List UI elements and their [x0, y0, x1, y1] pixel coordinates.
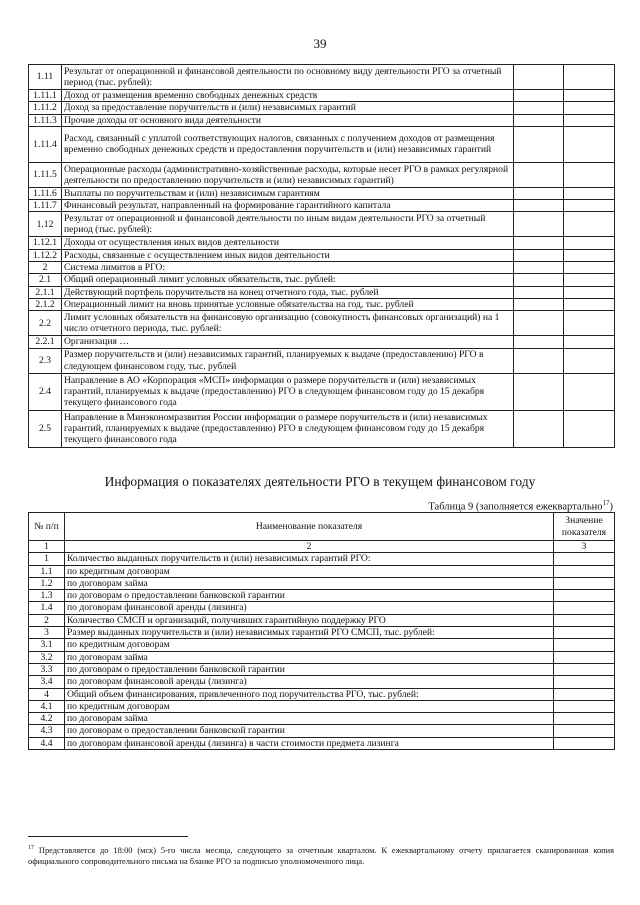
value-cell: [554, 676, 615, 688]
row-label: по договорам займа: [65, 713, 554, 725]
value-cell: [514, 102, 564, 114]
value-cell: [554, 688, 615, 700]
row-number: 1: [29, 553, 65, 565]
row-number: 3.1: [29, 639, 65, 651]
table-row: [29, 348, 615, 373]
row-number: 2.1.2: [29, 298, 62, 310]
row-number: 2.1: [29, 274, 62, 286]
page-number: 39: [313, 36, 327, 51]
value-cell: [564, 262, 615, 274]
value-cell: [554, 663, 615, 675]
row-number: 1.11.6: [29, 187, 62, 199]
row-label: по договорам финансовой аренды (лизинга) в части стоимости предмета лизинга: [65, 737, 554, 749]
value-cell: [514, 262, 564, 274]
value-cell: [514, 65, 564, 90]
value-cell: [514, 336, 564, 348]
table-row: [29, 590, 615, 602]
row-number: 3: [29, 627, 65, 639]
row-label: Прочие доходы от основного вида деятельности: [62, 114, 514, 126]
table-row: [29, 713, 615, 725]
value-cell: [564, 274, 615, 286]
row-label: Выплаты по поручительствам и (или) независимым гарантиям: [62, 187, 514, 199]
row-label: Расходы, связанные с осуществлением иных видов деятельности: [62, 249, 514, 261]
table-row: [29, 212, 615, 237]
row-number: 1.4: [29, 602, 65, 614]
value-cell: [514, 162, 564, 187]
row-number: 4.2: [29, 713, 65, 725]
row-label: по договорам о предоставлении банковской гарантии: [65, 725, 554, 737]
row-number: 1.12: [29, 212, 62, 237]
value-cell: [514, 212, 564, 237]
header-name: Наименование показателя: [65, 513, 554, 541]
value-cell: [554, 602, 615, 614]
value-cell: [564, 126, 615, 162]
row-label: по договорам о предоставлении банковской гарантии: [65, 590, 554, 602]
row-number: 1.11.3: [29, 114, 62, 126]
value-cell: [564, 286, 615, 298]
row-label: по кредитным договорам: [65, 639, 554, 651]
row-number: 3.2: [29, 651, 65, 663]
value-cell: [554, 590, 615, 602]
column-number: 3: [554, 541, 615, 553]
row-label: по договорам финансовой аренды (лизинга): [65, 602, 554, 614]
row-number: 1.3: [29, 590, 65, 602]
row-label: Количество выданных поручительств и (или) независимых гарантий РГО:: [65, 553, 554, 565]
table-row: [29, 688, 615, 700]
row-number: 2.5: [29, 410, 62, 447]
table-row: [29, 102, 615, 114]
column-number: 1: [29, 541, 65, 553]
table-row: [29, 200, 615, 212]
row-number: 1.1: [29, 565, 65, 577]
value-cell: [564, 200, 615, 212]
row-number: 2.3: [29, 348, 62, 373]
current-year-indicators-table: [28, 512, 615, 750]
row-label: Доход за предоставление поручительств и (или) независимых гарантий: [62, 102, 514, 114]
row-number: 4: [29, 688, 65, 700]
row-label: по договорам финансовой аренды (лизинга): [65, 676, 554, 688]
row-label: по договорам займа: [65, 651, 554, 663]
header-value: Значение показателя: [554, 513, 615, 541]
table-row: [29, 627, 615, 639]
table-caption: [428, 499, 613, 513]
table-caption-text: Таблица 9 (заполняется ежеквартально: [428, 501, 603, 513]
column-number: 2: [65, 541, 554, 553]
row-number: 2.2.1: [29, 336, 62, 348]
table-row: [29, 602, 615, 614]
value-cell: [564, 311, 615, 336]
value-cell: [514, 90, 564, 102]
table-row: [29, 577, 615, 589]
value-cell: [564, 65, 615, 90]
row-number: 1.11: [29, 65, 62, 90]
table-row: [29, 737, 615, 749]
row-number: 3.3: [29, 663, 65, 675]
value-cell: [554, 639, 615, 651]
value-cell: [564, 162, 615, 187]
row-label: по договорам займа: [65, 577, 554, 589]
row-label: по кредитным договорам: [65, 700, 554, 712]
table-row: [29, 249, 615, 261]
table-row: [29, 262, 615, 274]
table-row: [29, 700, 615, 712]
row-label: Лимит условных обязательств на финансовую организацию (совокупность финансовых организаций) на 1 число отчетного периода, тыс. рублей:: [62, 311, 514, 336]
row-number: 1.11.1: [29, 90, 62, 102]
table-row: [29, 187, 615, 199]
value-cell: [514, 286, 564, 298]
table-row: [29, 90, 615, 102]
table-row: [29, 298, 615, 310]
value-cell: [554, 700, 615, 712]
row-label: по кредитным договорам: [65, 565, 554, 577]
value-cell: [554, 577, 615, 589]
row-label: Действующий портфель поручительств на конец отчетного года, тыс. рублей: [62, 286, 514, 298]
value-cell: [514, 373, 564, 410]
row-number: 1.11.4: [29, 126, 62, 162]
row-number: 2: [29, 614, 65, 626]
row-label: Организация …: [62, 336, 514, 348]
value-cell: [564, 373, 615, 410]
value-cell: [514, 237, 564, 249]
table-row: [29, 336, 615, 348]
value-cell: [554, 565, 615, 577]
table-row: [29, 126, 615, 162]
row-label: Количество СМСП и организаций, получивших гарантийную поддержку РГО: [65, 614, 554, 626]
row-number: 1.12.1: [29, 237, 62, 249]
row-label: Результат от операционной и финансовой деятельности по иным видам деятельности РГО за отчетный период (тыс. рублей):: [62, 212, 514, 237]
value-cell: [554, 553, 615, 565]
table-row: [29, 614, 615, 626]
row-label: Направление в АО «Корпорация «МСП» информации о размере поручительств и (или) независимых гарантий, планируемых к выдаче (предоставлению) РГО в следующем финансовом году до 15 декабря текущего финансового года: [62, 373, 514, 410]
footnote-ref: 17: [602, 499, 610, 507]
value-cell: [564, 336, 615, 348]
value-cell: [554, 651, 615, 663]
value-cell: [564, 237, 615, 249]
row-label: Операционные расходы (административно-хозяйственные расходы, которые несет РГО в рамках регулярной деятельности по предоставлению поручительств и (или) независимых гарантий): [62, 162, 514, 187]
table-row: [29, 114, 615, 126]
row-label: Размер поручительств и (или) независимых гарантий, планируемых к выдаче (предоставлению) РГО в следующем финансовом году, тыс. рублей: [62, 348, 514, 373]
value-cell: [564, 348, 615, 373]
value-cell: [514, 298, 564, 310]
value-cell: [514, 126, 564, 162]
table-row: [29, 676, 615, 688]
value-cell: [564, 249, 615, 261]
value-cell: [564, 90, 615, 102]
table-row: [29, 286, 615, 298]
table-row: [29, 274, 615, 286]
table-row: [29, 311, 615, 336]
row-label: Общий операционный лимит условных обязательств, тыс. рублей:: [62, 274, 514, 286]
value-cell: [554, 627, 615, 639]
table-row: [29, 553, 615, 565]
row-label: Расход, связанный с уплатой соответствующих налогов, связанных с получением доходов от размещения временно свободных денежных средств и предоставления поручительств и (или) независимых гарантий: [62, 126, 514, 162]
row-number: 2: [29, 262, 62, 274]
footnote-marker: 17: [28, 845, 34, 851]
value-cell: [514, 274, 564, 286]
value-cell: [564, 187, 615, 199]
row-label: Размер выданных поручительств и (или) независимых гарантий РГО СМСП, тыс. рублей:: [65, 627, 554, 639]
value-cell: [514, 311, 564, 336]
footnote-text: Представляется до 18:00 (мск) 5-го числа месяца, следующего за отчетным кварталом. К ежеквартальному отчету прилагается сканированная копия официального сопроводительного письма на бланке РГО за подписью уполномоченного лица.: [28, 845, 614, 866]
table-row: [29, 65, 615, 90]
row-label: Направление в Минэкономразвития России информации о размере поручительств и (или) независимых гарантий, планируемых к выдаче (предоставлению) РГО в следующем финансовом году до 15 декабря текущего финансового года: [62, 410, 514, 447]
table-caption-close: ): [609, 501, 613, 513]
table-row: [29, 162, 615, 187]
row-number: 1.11.7: [29, 200, 62, 212]
value-cell: [564, 298, 615, 310]
row-number: 4.3: [29, 725, 65, 737]
indicators-table: [28, 64, 615, 448]
value-cell: [514, 249, 564, 261]
table-row: [29, 639, 615, 651]
value-cell: [514, 410, 564, 447]
table-row: [29, 725, 615, 737]
footnote: [28, 843, 614, 867]
value-cell: [554, 614, 615, 626]
row-number: 4.4: [29, 737, 65, 749]
row-number: 1.11.5: [29, 162, 62, 187]
row-label: Система лимитов в РГО:: [62, 262, 514, 274]
row-label: Операционный лимит на вновь принятые условные обязательства на год, тыс. рублей: [62, 298, 514, 310]
value-cell: [514, 200, 564, 212]
table-row: [29, 237, 615, 249]
table-row: [29, 373, 615, 410]
row-number: 2.1.1: [29, 286, 62, 298]
value-cell: [554, 737, 615, 749]
row-label: по договорам о предоставлении банковской гарантии: [65, 663, 554, 675]
row-number: 1.12.2: [29, 249, 62, 261]
row-number: 4.1: [29, 700, 65, 712]
table-row: [29, 663, 615, 675]
value-cell: [564, 102, 615, 114]
value-cell: [564, 212, 615, 237]
value-cell: [554, 713, 615, 725]
row-label: Финансовый результат, направленный на формирование гарантийного капитала: [62, 200, 514, 212]
value-cell: [514, 114, 564, 126]
table-row: [29, 651, 615, 663]
row-number: 3.4: [29, 676, 65, 688]
table-row: [29, 565, 615, 577]
value-cell: [564, 410, 615, 447]
row-label: Доход от размещения временно свободных денежных средств: [62, 90, 514, 102]
row-number: 2.2: [29, 311, 62, 336]
section-title: Информация о показателях деятельности РГО в текущем финансовом году: [104, 474, 536, 489]
row-label: Доходы от осуществления иных видов деятельности: [62, 237, 514, 249]
row-number: 2.4: [29, 373, 62, 410]
row-label: Общий объем финансирования, привлеченного под поручительства РГО, тыс. рублей:: [65, 688, 554, 700]
value-cell: [564, 114, 615, 126]
header-num: № п/п: [29, 513, 65, 541]
row-label: Результат от операционной и финансовой деятельности по основному виду деятельности РГО за отчетный период (тыс. рублей):: [62, 65, 514, 90]
value-cell: [554, 725, 615, 737]
table-row: [29, 410, 615, 447]
value-cell: [514, 187, 564, 199]
header-row: [29, 513, 615, 541]
row-number: 1.11.2: [29, 102, 62, 114]
value-cell: [514, 348, 564, 373]
row-number: 1.2: [29, 577, 65, 589]
footnote-divider: [28, 836, 188, 837]
column-number-row: [29, 541, 615, 553]
